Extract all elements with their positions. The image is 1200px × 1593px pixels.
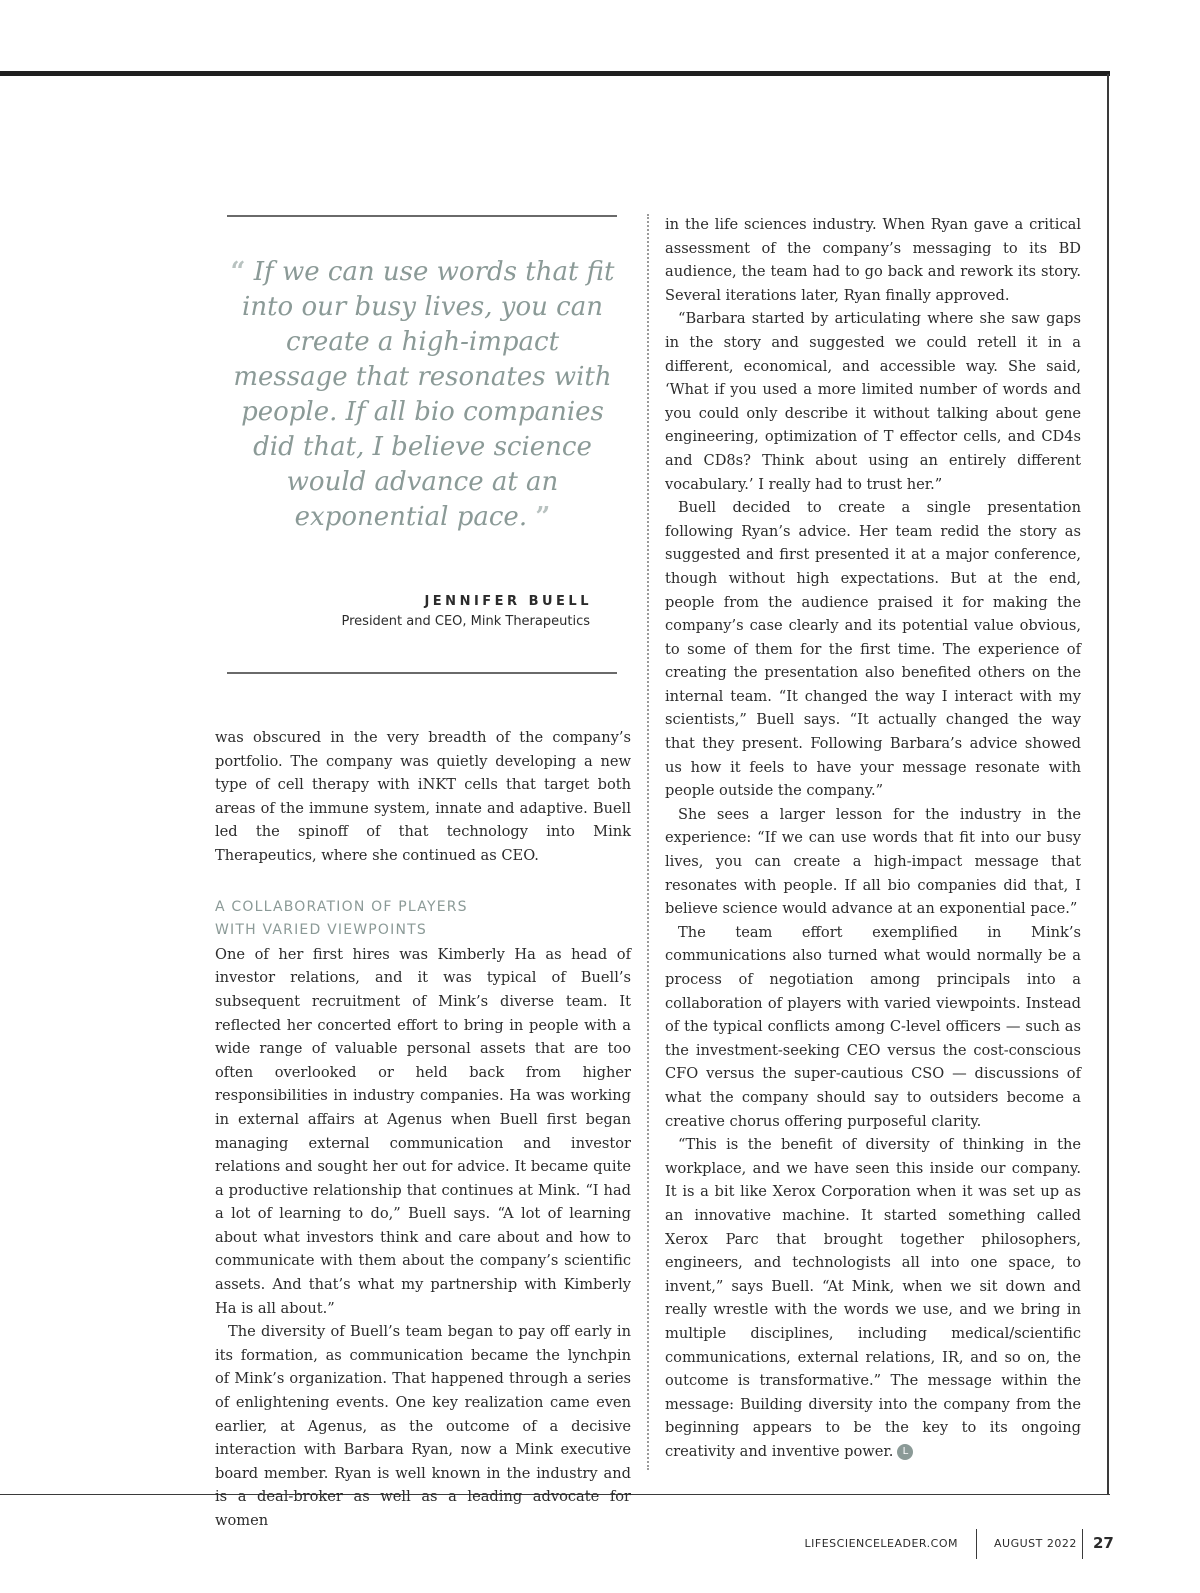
- paragraph: in the life sciences industry. When Ryan gave a critical assessment of the company’s messaging to its BD audience, the team had to go back and rework its story. Several iterations later, Ryan finally approved.: [665, 216, 1081, 304]
- final-paragraph: [665, 1133, 1081, 1463]
- page-footer: [0, 1535, 1200, 1559]
- right-margin-rule: [1107, 74, 1109, 1494]
- pull-quote: [230, 255, 615, 535]
- footer-issue-date: AUGUST 2022: [994, 1537, 1077, 1550]
- footer-separator: [1082, 1529, 1083, 1559]
- attribution-name: JENNIFER BUELL: [424, 594, 592, 609]
- page-number: 27: [1093, 1534, 1114, 1552]
- pull-quote-top-rule: [227, 215, 617, 217]
- subhead-line: A COLLABORATION OF PLAYERS: [215, 898, 468, 915]
- paragraph: The team effort exemplified in Mink’s communications also turned what would normally be a process of negotiation among principals into a collaboration of players with varied viewpoints. Instead of the typical conflicts among C-level officers — such as the investment-seeking CEO versus the cost-conscious CFO versus the super-cautious CSO — discussions of what the company should say to outsiders become a creative chorus offering purposeful clarity.: [665, 923, 1081, 1130]
- paragraph-text: “This is the benefit of diversity of thinking in the workplace, and we have seen this inside our company. It is a bit like Xerox Corporation when it was set up as an innovative machine. It started something called Xerox Parc that brought together philosophers, engineers, and technologists all into one space, to invent,” says Buell. “At Mink, when we sit down and really wrestle with the words we use, and we bring in multiple disciplines, including medical/scientific communications, external relations, IR, and so on, the outcome is transformative.” The message within the message: Building diversity into the company from the beginning appears to be the key to its ongoing creativity and inventive power.: [665, 1136, 1081, 1460]
- right-column: [665, 213, 1081, 1463]
- footer-site: LIFESCIENCELEADER.COM: [804, 1537, 958, 1550]
- paragraph: The diversity of Buell’s team began to pay off early in its formation, as communication became the lynchpin of Mink’s organization. That happened through a series of enlightening events. One key realization came even earlier, at Agenus, as the outcome of a decisive interaction with Barbara Ryan, now a Mink executive board member. Ryan is well known in the industry and is a deal-broker as well as a leading advocate for women: [215, 1323, 631, 1529]
- pull-quote-text: If we can use words that fit into our busy lives, you can create a high-impact message that resonates with people. If all bio companies did that, I believe science would advance at an exponential pace.: [233, 257, 615, 532]
- paragraph: was obscured in the very breadth of the company’s portfolio. The company was quietly developing a new type of cell therapy with iNKT cells that target both areas of the immune system, innate and adaptive. Buell led the spinoff of that technology into Mink Therapeutics, where she continued as CEO.: [215, 729, 631, 864]
- paragraph: She sees a larger lesson for the industry in the experience: “If we can use words that fit into our busy lives, you can create a high-impact message that resonates with people. If all bio companies did that, I believe science would advance at an exponential pace.”: [665, 805, 1081, 918]
- column-divider: [647, 214, 649, 1470]
- close-quote-mark: ”: [535, 502, 551, 532]
- section-subhead: [215, 896, 631, 943]
- pull-quote-bottom-rule: [227, 672, 617, 674]
- left-column: [215, 726, 631, 1533]
- top-rule: [0, 71, 1110, 76]
- footer-separator: [976, 1529, 977, 1559]
- paragraph: One of her first hires was Kimberly Ha as head of investor relations, and it was typical of Buell’s subsequent recruitment of Mink’s diverse team. It reflected her concerted effort to bring in people with a wide range of valuable personal assets that are too often overlooked or held back from higher responsibilities in industry companies. Ha was working in external affairs at Agenus when Buell first began managing external communication and investor relations and sought her out for advice. It became quite a productive relationship that continues at Mink. “I had a lot of learning to do,” Buell says. “A lot of learning about what investors think and care about and how to communicate with them about the company’s scientific assets. And that’s what my partnership with Kimberly Ha is all about.”: [215, 945, 631, 1317]
- paragraph: “Barbara started by articulating where she saw gaps in the story and suggested we could retell it in a different, economical, and accessible way. She said, ‘What if you used a more limited number of words and you could only describe it without talking about gene engineering, optimization of T effector cells, and CD4s and CD8s? Think about using an entirely different vocabulary.’ I really had to trust her.”: [665, 310, 1081, 493]
- paragraph: Buell decided to create a single presentation following Ryan’s advice. Her team redid the story as suggested and first presented it at a major conference, though without high expectations. But at the end, people from the audience praised it for making the company’s case clearly and its potential value obvious, to some of them for the first time. The experience of creating the presentation also benefited others on the internal team. “It changed the way I interact with my scientists,” Buell says. “It actually changed the way that they present. Following Barbara’s advice showed us how it feels to have your message resonate with people outside the company.”: [665, 499, 1081, 800]
- attribution-title: President and CEO, Mink Therapeutics: [341, 614, 590, 629]
- open-quote-mark: “: [230, 257, 246, 287]
- subhead-line: WITH VARIED VIEWPOINTS: [215, 922, 427, 939]
- end-mark-icon: L: [897, 1444, 913, 1460]
